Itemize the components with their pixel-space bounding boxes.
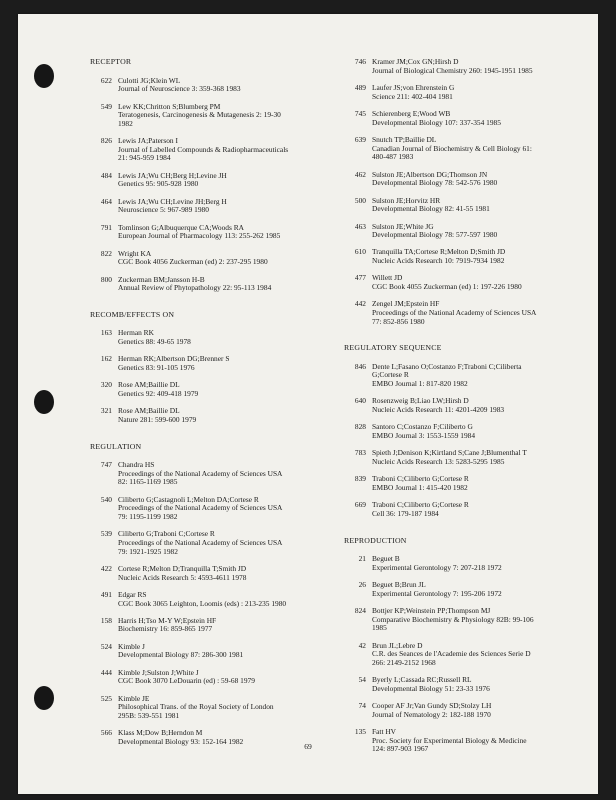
- reference-body: [372, 702, 589, 719]
- reference-line: Developmental Biology 51: 23-33 1976: [372, 683, 490, 693]
- reference-line: Genetics 88: 49-65 1978: [118, 337, 191, 347]
- reference-body: [372, 676, 589, 693]
- reference-line: Kimble J;Sulston J;White J: [118, 667, 199, 677]
- reference-entry: [344, 300, 589, 326]
- reference-line: Fatt HV: [372, 727, 397, 737]
- reference-entry: [90, 617, 338, 634]
- reference-number: 824: [354, 606, 366, 616]
- reference-line: Journal of Neuroscience 3: 359-368 1983: [118, 84, 241, 94]
- reference-line: Genetics 83: 91-105 1976: [118, 363, 195, 373]
- reference-body: [118, 565, 338, 582]
- reference-body: [372, 642, 589, 668]
- reference-entry: [344, 84, 589, 101]
- reference-line: CGC Book 4056 Zuckerman (ed) 2: 237-295 1980: [118, 257, 268, 267]
- reference-line: Lewis JA;Wu CH;Levine JH;Berg H: [118, 196, 227, 206]
- reference-number: 839: [354, 474, 366, 484]
- section-heading: REGULATORY SEQUENCE: [344, 343, 442, 353]
- reference-body: [372, 363, 589, 389]
- reference-line: Willett JD: [372, 273, 403, 283]
- reference-entry: [90, 695, 338, 721]
- reference-line: Beguet B: [372, 554, 400, 564]
- reference-body: [118, 250, 338, 267]
- reference-line: C.R. des Seances de l'Academie des Sciences Serie D: [372, 649, 531, 659]
- reference-line: Developmental Biology 87: 286-300 1981: [118, 650, 244, 660]
- reference-line: Snutch TP;Baillie DL: [372, 134, 437, 144]
- reference-entry: [344, 274, 589, 291]
- reference-line: Tomlinson G;Albuquerque CA;Woods RA: [118, 222, 244, 232]
- reference-body: [372, 58, 589, 75]
- reference-line: 1982: [118, 118, 133, 128]
- reference-body: [118, 355, 338, 372]
- reference-line: Ciliberto G;Castagnoli L;Melton DA;Cortese R: [118, 494, 259, 504]
- reference-number: 42: [358, 640, 366, 650]
- reference-number: 444: [100, 667, 112, 677]
- reference-entry: [90, 381, 338, 398]
- reference-number: 745: [354, 108, 366, 118]
- reference-number: 54: [358, 675, 366, 685]
- reference-body: [372, 501, 589, 518]
- reference-entry: [90, 103, 338, 129]
- reference-line: Developmental Biology 78: 542-576 1980: [372, 178, 498, 188]
- reference-line: Klass M;Dow B;Herndon M: [118, 728, 203, 738]
- reference-line: 79: 1195-1199 1982: [118, 511, 178, 521]
- reference-number: 669: [354, 500, 366, 510]
- reference-line: Zuckerman BM;Jansson H-B: [118, 274, 205, 284]
- reference-line: Dente L;Fasano O;Costanzo F;Traboni C;Ciliberta: [372, 361, 522, 371]
- right-column: [344, 58, 589, 763]
- reference-number: 524: [100, 641, 112, 651]
- reference-body: [118, 381, 338, 398]
- reference-entry: [90, 530, 338, 556]
- reference-number: 540: [100, 494, 112, 504]
- reference-number: 484: [100, 170, 112, 180]
- reference-line: Nucleic Acids Research 5: 4593-4611 1978: [118, 572, 247, 582]
- reference-line: CGC Book 3070 LeDouarin (ed) : 59-68 1979: [118, 676, 255, 686]
- reference-number: 525: [100, 693, 112, 703]
- reference-body: [118, 496, 338, 522]
- reference-line: Rose AM;Baillie DL: [118, 406, 180, 416]
- reference-line: Ciliberto G;Traboni C;Cortese R: [118, 529, 215, 539]
- reference-body: [372, 555, 589, 572]
- reference-line: Chandra HS: [118, 460, 155, 470]
- reference-body: [118, 695, 338, 721]
- reference-number: 747: [100, 460, 112, 470]
- reference-entry: [344, 136, 589, 162]
- reference-number: 791: [100, 222, 112, 232]
- reference-body: [372, 581, 589, 598]
- reference-line: Genetics 92: 409-418 1979: [118, 389, 199, 399]
- reference-line: 82: 1165-1169 1985: [118, 477, 178, 487]
- reference-line: Science 211: 402-404 1981: [372, 91, 453, 101]
- reference-line: Lewis JA;Paterson I: [118, 136, 178, 146]
- section-heading: RECEPTOR: [90, 57, 132, 66]
- reference-line: European Journal of Pharmacology 113: 255-262 1985: [118, 231, 281, 241]
- reference-entry: [90, 461, 338, 487]
- reference-entry: [344, 607, 589, 633]
- reference-body: [118, 276, 338, 293]
- reference-line: CGC Book 4055 Zuckerman (ed) 1: 197-226 1980: [372, 282, 522, 292]
- reference-line: 124: 897-903 1967: [372, 744, 429, 754]
- reference-line: Proceedings of the National Academy of Sciences USA: [372, 308, 537, 318]
- reference-entry: [90, 643, 338, 660]
- reference-line: Biochemistry 16: 859-865 1977: [118, 624, 213, 634]
- reference-line: Developmental Biology 78: 577-597 1980: [372, 230, 498, 240]
- reference-entry: [344, 581, 589, 598]
- reference-line: Proceedings of the National Academy of Sciences USA: [118, 537, 283, 547]
- reference-line: 21: 945-959 1984: [118, 153, 171, 163]
- reference-body: [372, 248, 589, 265]
- reference-line: Sulston JE;White JG: [372, 221, 434, 231]
- reference-entry: [90, 172, 338, 189]
- reference-entry: [90, 224, 338, 241]
- reference-number: 800: [100, 274, 112, 284]
- reference-entry: [344, 642, 589, 668]
- reference-number: 826: [100, 136, 112, 146]
- reference-body: [372, 110, 589, 127]
- reference-line: Byerly L;Cassada RC;Russell RL: [372, 675, 472, 685]
- reference-line: 295B: 539-551 1981: [118, 711, 180, 721]
- reference-line: Bottjer KP;Weinstein PP;Thompson MJ: [372, 606, 491, 616]
- reference-line: Canadian Journal of Biochemistry & Cell Biology 61:: [372, 143, 532, 153]
- section-heading: REPRODUCTION: [344, 535, 407, 545]
- reference-line: Brun JL;Lebre D: [372, 640, 423, 650]
- reference-body: [372, 171, 589, 188]
- reference-entry: [90, 407, 338, 424]
- reference-entry: [90, 565, 338, 582]
- reference-line: Edgar RS: [118, 589, 147, 599]
- reference-body: [372, 84, 589, 101]
- page-number: 69: [304, 742, 312, 751]
- reference-line: Proc. Society for Experimental Biology & Medicine: [372, 735, 527, 745]
- reference-body: [118, 530, 338, 556]
- reference-number: 639: [354, 134, 366, 144]
- reference-line: Cortese R;Melton D;Tranquilla T;Smith JD: [118, 563, 247, 573]
- binder-hole-bottom: [34, 686, 54, 710]
- reference-number: 566: [100, 728, 112, 738]
- reference-line: Schierenberg E;Wood WB: [372, 108, 451, 118]
- reference-line: EMBO Journal 3: 1553-1559 1984: [372, 430, 476, 440]
- reference-body: [118, 198, 338, 215]
- reference-entry: [344, 449, 589, 466]
- reference-line: Proceedings of the National Academy of Sciences USA: [118, 503, 283, 513]
- reference-entry: [90, 329, 338, 346]
- reference-body: [372, 449, 589, 466]
- reference-number: 135: [354, 727, 366, 737]
- reference-line: Culotti JG;Klein WL: [118, 75, 181, 85]
- reference-number: 422: [100, 563, 112, 573]
- reference-body: [118, 224, 338, 241]
- reference-line: Kimble J: [118, 641, 145, 651]
- left-column: [90, 58, 338, 755]
- reference-body: [118, 617, 338, 634]
- reference-line: Journal of Nematology 2: 182-188 1970: [372, 709, 491, 719]
- reference-entry: [344, 223, 589, 240]
- reference-line: Experimental Gerontology 7: 207-218 1972: [372, 562, 502, 572]
- reference-line: 79: 1921-1925 1982: [118, 546, 178, 556]
- reference-entry: [344, 423, 589, 440]
- reference-number: 828: [354, 422, 366, 432]
- document-page: [18, 14, 598, 794]
- reference-number: 783: [354, 448, 366, 458]
- reference-line: Herman RK;Albertson DG;Brenner S: [118, 354, 230, 364]
- reference-entry: [344, 702, 589, 719]
- reference-line: 480-487 1983: [372, 152, 414, 162]
- reference-body: [118, 591, 338, 608]
- section-heading: REGULATION: [90, 441, 142, 451]
- reference-number: 539: [100, 529, 112, 539]
- reference-number: 640: [354, 396, 366, 406]
- reference-line: Herman RK: [118, 328, 154, 338]
- reference-line: Cooper AF Jr;Van Gundy SD;Stolzy LH: [372, 701, 492, 711]
- reference-entry: [90, 198, 338, 215]
- reference-body: [372, 475, 589, 492]
- reference-line: Cell 36: 179-187 1984: [372, 508, 439, 518]
- reference-number: 746: [354, 57, 366, 66]
- reference-number: 162: [100, 354, 112, 364]
- reference-line: Proceedings of the National Academy of Sciences USA: [118, 468, 283, 478]
- reference-entry: [90, 591, 338, 608]
- reference-number: 158: [100, 615, 112, 625]
- reference-line: 1985: [372, 623, 387, 633]
- reference-number: 163: [100, 328, 112, 338]
- reference-line: Tranquilla TA;Cortese R;Melton D;Smith JD: [372, 247, 506, 257]
- reference-body: [372, 300, 589, 326]
- reference-line: Journal of Biological Chemistry 260: 1945-1951 1985: [372, 65, 533, 75]
- reference-line: Laufer JS;von Ehrenstein G: [372, 82, 455, 92]
- reference-line: Nucleic Acids Research 13: 5283-5295 1985: [372, 456, 505, 466]
- reference-number: 500: [354, 195, 366, 205]
- section-heading: RECOMB/EFFECTS ON: [90, 309, 175, 319]
- binder-hole-top: [34, 64, 54, 88]
- reference-line: Sulston JE;Horvitz HR: [372, 195, 441, 205]
- reference-line: EMBO Journal 1: 817-820 1982: [372, 379, 468, 389]
- reference-number: 26: [358, 580, 366, 590]
- reference-body: [118, 137, 338, 163]
- reference-line: Teratogenesis, Carcinogenesis & Mutagenesis 2: 19-30: [118, 110, 281, 120]
- reference-line: Developmental Biology 107: 337-354 1985: [372, 117, 501, 127]
- reference-line: Lew KK;Chritton S;Blumberg PM: [118, 101, 221, 111]
- reference-entry: [344, 58, 589, 75]
- reference-line: Beguet B;Brun JL: [372, 580, 426, 590]
- reference-number: 846: [354, 361, 366, 371]
- reference-entry: [344, 676, 589, 693]
- reference-line: Zengel JM;Epstein HF: [372, 299, 440, 309]
- reference-body: [372, 197, 589, 214]
- reference-entry: [344, 110, 589, 127]
- reference-body: [118, 407, 338, 424]
- reference-number: 21: [358, 554, 366, 564]
- reference-line: EMBO Journal 1: 415-420 1982: [372, 482, 468, 492]
- reference-line: Neuroscience 5: 967-989 1980: [118, 205, 209, 215]
- reference-entry: [90, 77, 338, 94]
- reference-line: Rose AM;Baillie DL: [118, 380, 180, 390]
- reference-number: 489: [354, 82, 366, 92]
- reference-body: [372, 136, 589, 162]
- reference-number: 321: [100, 406, 112, 416]
- reference-line: 266: 2149-2152 1968: [372, 657, 436, 667]
- reference-line: 77: 852-856 1980: [372, 316, 425, 326]
- reference-line: Sulston JE;Albertson DG;Thomson JN: [372, 169, 488, 179]
- reference-number: 622: [100, 75, 112, 85]
- reference-number: 463: [354, 221, 366, 231]
- reference-body: [118, 77, 338, 94]
- reference-body: [372, 423, 589, 440]
- reference-entry: [90, 276, 338, 293]
- reference-entry: [344, 248, 589, 265]
- reference-line: Harris H;Tso M-Y W;Epstein HF: [118, 615, 217, 625]
- reference-number: 442: [354, 299, 366, 309]
- reference-line: Journal of Labelled Compounds & Radiopharmaceuticals: [118, 144, 289, 154]
- reference-body: [372, 274, 589, 291]
- reference-body: [118, 103, 338, 129]
- reference-entry: [344, 501, 589, 518]
- reference-body: [372, 223, 589, 240]
- reference-line: Wright KA: [118, 248, 152, 258]
- reference-entry: [90, 669, 338, 686]
- reference-line: CGC Book 3065 Leighton, Loomis (eds) : 213-235 1980: [118, 598, 287, 608]
- reference-entry: [344, 197, 589, 214]
- reference-entry: [90, 137, 338, 163]
- reference-entry: [344, 397, 589, 414]
- reference-line: Santoro C;Costanzo F;Ciliberto G: [372, 422, 473, 432]
- reference-body: [372, 607, 589, 633]
- reference-line: Traboni C;Ciliberto G;Cortese R: [372, 500, 469, 510]
- reference-line: Nature 281: 599-600 1979: [118, 415, 197, 424]
- reference-entry: [90, 496, 338, 522]
- reference-line: Nucleic Acids Research 11: 4201-4209 1983: [372, 405, 505, 414]
- reference-line: Lewis JA;Wu CH;Berg H;Levine JH: [118, 170, 227, 180]
- reference-entry: [344, 363, 589, 389]
- reference-number: 320: [100, 380, 112, 390]
- reference-entry: [344, 555, 589, 572]
- reference-line: Traboni C;Ciliberto G;Cortese R: [372, 474, 469, 484]
- reference-line: Genetics 95: 905-928 1980: [118, 179, 199, 189]
- reference-line: Rosenzweig B;Liao LW;Hirsh D: [372, 396, 469, 406]
- reference-body: [118, 643, 338, 660]
- reference-body: [118, 461, 338, 487]
- reference-entry: [344, 475, 589, 492]
- reference-entry: [90, 250, 338, 267]
- reference-number: 462: [354, 169, 366, 179]
- binder-hole-middle: [34, 390, 54, 414]
- reference-line: Comparative Biochemistry & Physiology 82B: 99-106: [372, 614, 534, 624]
- reference-entry: [344, 171, 589, 188]
- reference-number: 74: [358, 701, 366, 711]
- reference-line: Nucleic Acids Research 10: 7919-7934 1982: [372, 256, 505, 266]
- reference-line: Philosophical Trans. of the Royal Society of London: [118, 702, 274, 712]
- reference-line: Developmental Biology 93: 152-164 1982: [118, 737, 244, 747]
- reference-number: 549: [100, 101, 112, 111]
- reference-entry: [90, 355, 338, 372]
- reference-line: Developmental Biology 82: 41-55 1981: [372, 204, 490, 214]
- reference-line: Kimble JE: [118, 693, 150, 703]
- reference-line: Experimental Gerontology 7: 195-206 1972: [372, 588, 502, 598]
- reference-number: 464: [100, 196, 112, 206]
- reference-body: [372, 397, 589, 414]
- reference-body: [118, 329, 338, 346]
- reference-number: 610: [354, 247, 366, 257]
- reference-line: Spieth J;Denison K;Kirtland S;Cane J;Blumenthal T: [372, 448, 527, 458]
- reference-body: [118, 172, 338, 189]
- reference-line: Annual Review of Phytopathology 22: 95-113 1984: [118, 283, 272, 293]
- reference-number: 822: [100, 248, 112, 258]
- reference-body: [118, 669, 338, 686]
- reference-line: Kramer JM;Cox GN;Hirsh D: [372, 57, 459, 66]
- reference-line: G;Cortese R: [372, 370, 409, 380]
- reference-number: 477: [354, 273, 366, 283]
- reference-number: 491: [100, 589, 112, 599]
